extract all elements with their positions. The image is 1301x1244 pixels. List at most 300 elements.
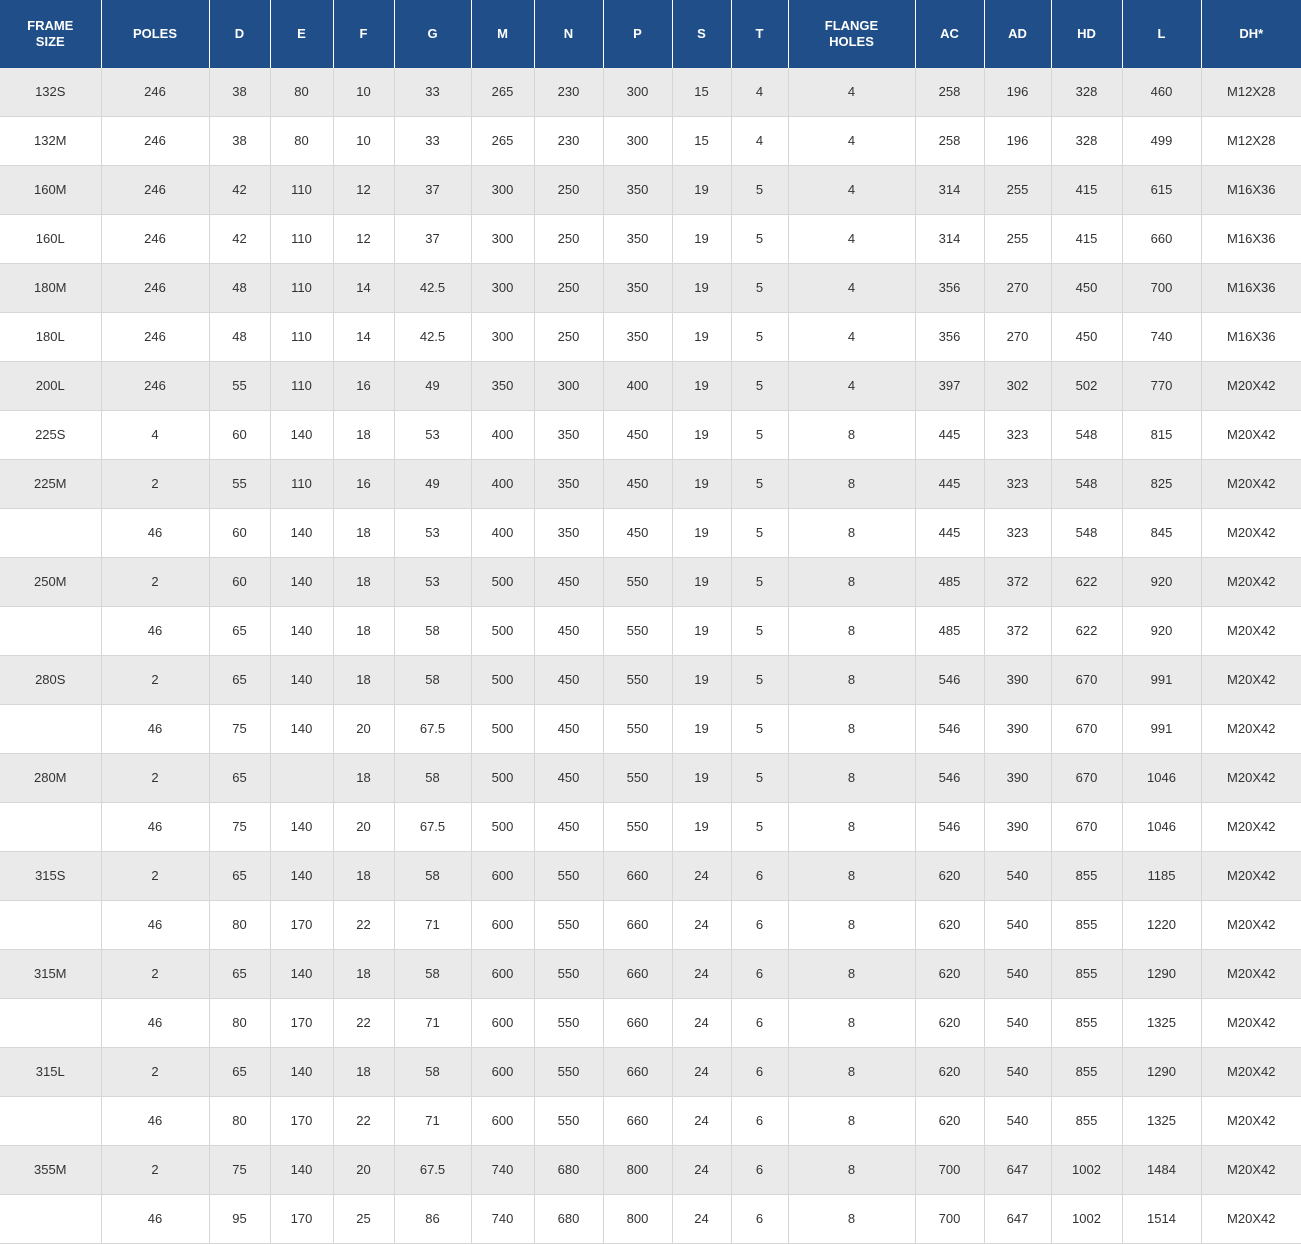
table-cell: 10	[333, 117, 394, 166]
cell-frame-size	[0, 509, 101, 558]
table-cell: 1002	[1051, 1146, 1122, 1195]
table-cell: 415	[1051, 215, 1122, 264]
column-header-poles: POLES	[101, 0, 209, 68]
table-cell: 5	[731, 313, 788, 362]
table-cell: 16	[333, 362, 394, 411]
table-cell: 2	[101, 754, 209, 803]
cell-frame-size: 225M	[0, 460, 101, 509]
table-cell: 80	[270, 117, 333, 166]
table-cell: 400	[603, 362, 672, 411]
table-cell: 6	[731, 999, 788, 1048]
cell-frame-size: 250M	[0, 558, 101, 607]
table-cell: 5	[731, 754, 788, 803]
table-cell: 4	[788, 117, 915, 166]
cell-frame-size: 200L	[0, 362, 101, 411]
table-cell: 350	[534, 509, 603, 558]
table-cell: 2	[101, 460, 209, 509]
table-cell: 770	[1122, 362, 1201, 411]
table-cell: 25	[333, 1195, 394, 1244]
table-cell: 18	[333, 411, 394, 460]
column-header-d: D	[209, 0, 270, 68]
table-cell: 540	[984, 1097, 1051, 1146]
table-cell: 19	[672, 607, 731, 656]
column-header-ac: AC	[915, 0, 984, 68]
table-cell: 1185	[1122, 852, 1201, 901]
table-cell: 680	[534, 1195, 603, 1244]
table-cell: 196	[984, 117, 1051, 166]
table-cell: 18	[333, 558, 394, 607]
table-cell: 815	[1122, 411, 1201, 460]
table-cell: 550	[534, 1048, 603, 1097]
cell-frame-size: 132S	[0, 68, 101, 117]
table-cell: 24	[672, 1097, 731, 1146]
table-cell: 5	[731, 607, 788, 656]
cell-frame-size: 315M	[0, 950, 101, 999]
table-cell: 246	[101, 215, 209, 264]
cell-frame-size: 280M	[0, 754, 101, 803]
column-header-n: N	[534, 0, 603, 68]
cell-frame-size: 180M	[0, 264, 101, 313]
table-cell: 8	[788, 460, 915, 509]
table-cell: 18	[333, 1048, 394, 1097]
table-row	[0, 117, 1301, 166]
table-cell: 540	[984, 901, 1051, 950]
table-cell: 400	[471, 411, 534, 460]
table-cell: M20X42	[1201, 509, 1301, 558]
cell-frame-size: 355M	[0, 1146, 101, 1195]
table-cell: 4	[788, 264, 915, 313]
table-cell: M16X36	[1201, 215, 1301, 264]
table-cell: 300	[471, 166, 534, 215]
table-cell: 19	[672, 803, 731, 852]
table-cell: 38	[209, 117, 270, 166]
column-header-hd: HD	[1051, 0, 1122, 68]
table-cell: M20X42	[1201, 1195, 1301, 1244]
table-cell: 1325	[1122, 999, 1201, 1048]
table-cell: 700	[1122, 264, 1201, 313]
table-cell: 550	[534, 1097, 603, 1146]
table-cell: 500	[471, 607, 534, 656]
table-cell: 110	[270, 264, 333, 313]
table-cell: 250	[534, 264, 603, 313]
table-cell: 991	[1122, 705, 1201, 754]
table-cell: 328	[1051, 68, 1122, 117]
table-cell: 49	[394, 460, 471, 509]
table-cell: 65	[209, 1048, 270, 1097]
table-cell: 18	[333, 950, 394, 999]
table-cell: M20X42	[1201, 901, 1301, 950]
table-cell: 48	[209, 264, 270, 313]
table-cell: 8	[788, 509, 915, 558]
table-cell: 246	[101, 264, 209, 313]
table-row	[0, 460, 1301, 509]
table-cell: 550	[534, 852, 603, 901]
table-cell: 314	[915, 215, 984, 264]
table-row	[0, 999, 1301, 1048]
table-cell: 46	[101, 803, 209, 852]
table-cell: 5	[731, 558, 788, 607]
table-cell: 1325	[1122, 1097, 1201, 1146]
table-row	[0, 1195, 1301, 1244]
table-cell: 5	[731, 656, 788, 705]
table-cell: 19	[672, 411, 731, 460]
table-cell: 800	[603, 1146, 672, 1195]
table-cell: 4	[788, 362, 915, 411]
table-row	[0, 656, 1301, 705]
table-cell: 258	[915, 68, 984, 117]
table-cell: 500	[471, 558, 534, 607]
table-cell: M20X42	[1201, 1146, 1301, 1195]
table-cell: 42	[209, 166, 270, 215]
table-cell: 620	[915, 950, 984, 999]
table-cell: 8	[788, 852, 915, 901]
table-cell: 600	[471, 852, 534, 901]
table-cell: 450	[603, 411, 672, 460]
table-cell: 300	[603, 68, 672, 117]
cell-frame-size: 132M	[0, 117, 101, 166]
table-cell: 246	[101, 166, 209, 215]
table-cell: M20X42	[1201, 362, 1301, 411]
table-cell: 600	[471, 1097, 534, 1146]
table-row	[0, 264, 1301, 313]
table-cell: 71	[394, 1097, 471, 1146]
table-cell: 450	[534, 803, 603, 852]
table-cell: 415	[1051, 166, 1122, 215]
table-cell: 19	[672, 754, 731, 803]
table-cell: 49	[394, 362, 471, 411]
column-header-f: F	[333, 0, 394, 68]
table-cell: 15	[672, 117, 731, 166]
table-cell: 647	[984, 1195, 1051, 1244]
table-cell: 500	[471, 705, 534, 754]
table-cell: 2	[101, 1048, 209, 1097]
table-row	[0, 411, 1301, 460]
table-cell: 845	[1122, 509, 1201, 558]
column-header-m: M	[471, 0, 534, 68]
table-cell: 700	[915, 1195, 984, 1244]
table-cell: 372	[984, 558, 1051, 607]
table-cell: M20X42	[1201, 803, 1301, 852]
table-cell: 4	[731, 117, 788, 166]
table-cell: 255	[984, 166, 1051, 215]
table-cell: 660	[1122, 215, 1201, 264]
table-cell: 548	[1051, 509, 1122, 558]
column-header-line: FRAME	[27, 17, 74, 33]
table-cell: 450	[534, 705, 603, 754]
table-cell: 20	[333, 803, 394, 852]
table-cell: 1046	[1122, 754, 1201, 803]
table-cell: 95	[209, 1195, 270, 1244]
table-cell: 548	[1051, 460, 1122, 509]
table-cell: 24	[672, 950, 731, 999]
table-cell: 620	[915, 852, 984, 901]
table-cell: 6	[731, 950, 788, 999]
table-cell: M20X42	[1201, 754, 1301, 803]
table-cell: 60	[209, 509, 270, 558]
table-cell: 19	[672, 215, 731, 264]
table-cell: 1220	[1122, 901, 1201, 950]
cell-frame-size	[0, 705, 101, 754]
table-cell: 485	[915, 607, 984, 656]
table-cell: 350	[471, 362, 534, 411]
table-cell: 80	[209, 901, 270, 950]
table-cell: 46	[101, 509, 209, 558]
table-cell: 5	[731, 705, 788, 754]
table-cell: 397	[915, 362, 984, 411]
table-cell: 19	[672, 264, 731, 313]
column-header-g: G	[394, 0, 471, 68]
table-cell: M20X42	[1201, 705, 1301, 754]
table-cell: 660	[603, 852, 672, 901]
table-cell: 140	[270, 1048, 333, 1097]
table-cell: 2	[101, 656, 209, 705]
cell-frame-size	[0, 803, 101, 852]
table-cell: M20X42	[1201, 999, 1301, 1048]
table-cell: 546	[915, 803, 984, 852]
table-cell: 270	[984, 313, 1051, 362]
table-cell: 2	[101, 558, 209, 607]
cell-frame-size: 315L	[0, 1048, 101, 1097]
table-cell: 86	[394, 1195, 471, 1244]
column-header-s: S	[672, 0, 731, 68]
table-cell: 48	[209, 313, 270, 362]
table-cell: 4	[788, 313, 915, 362]
table-cell: 300	[471, 313, 534, 362]
table-cell: 8	[788, 1097, 915, 1146]
table-cell: 270	[984, 264, 1051, 313]
table-cell: 18	[333, 852, 394, 901]
cell-frame-size: 225S	[0, 411, 101, 460]
table-cell: 18	[333, 607, 394, 656]
table-cell: 5	[731, 460, 788, 509]
table-cell: 55	[209, 460, 270, 509]
table-cell: M12X28	[1201, 68, 1301, 117]
table-cell: 65	[209, 656, 270, 705]
table-cell: 300	[471, 264, 534, 313]
table-cell: 18	[333, 656, 394, 705]
table-cell: M20X42	[1201, 558, 1301, 607]
table-cell: 140	[270, 852, 333, 901]
table-cell: 196	[984, 68, 1051, 117]
table-row	[0, 852, 1301, 901]
table-row	[0, 313, 1301, 362]
table-cell: 460	[1122, 68, 1201, 117]
table-cell: 58	[394, 1048, 471, 1097]
table-cell: 620	[915, 1097, 984, 1146]
table-cell: 4	[731, 68, 788, 117]
table-cell: 80	[209, 999, 270, 1048]
table-cell: 1514	[1122, 1195, 1201, 1244]
table-cell: 390	[984, 803, 1051, 852]
table-cell: 265	[471, 117, 534, 166]
table-cell: 110	[270, 313, 333, 362]
table-row	[0, 362, 1301, 411]
table-cell: 110	[270, 166, 333, 215]
table-cell: 46	[101, 705, 209, 754]
table-cell: 22	[333, 999, 394, 1048]
table-cell: 450	[603, 509, 672, 558]
table-cell: 500	[471, 754, 534, 803]
table-cell: M20X42	[1201, 460, 1301, 509]
table-cell: 110	[270, 460, 333, 509]
table-cell: 19	[672, 362, 731, 411]
table-cell: 323	[984, 509, 1051, 558]
table-cell: 8	[788, 705, 915, 754]
table-cell: 700	[915, 1146, 984, 1195]
table-cell: 350	[603, 264, 672, 313]
table-cell: 8	[788, 754, 915, 803]
table-cell: 500	[471, 803, 534, 852]
table-cell: 540	[984, 852, 1051, 901]
table-cell: 24	[672, 999, 731, 1048]
table-cell: 855	[1051, 999, 1122, 1048]
table-cell: 300	[603, 117, 672, 166]
table-cell: 660	[603, 1048, 672, 1097]
table-cell: 5	[731, 803, 788, 852]
table-cell: 140	[270, 607, 333, 656]
column-header-l: L	[1122, 0, 1201, 68]
table-cell: 8	[788, 411, 915, 460]
table-cell: 258	[915, 117, 984, 166]
table-cell: 660	[603, 950, 672, 999]
table-cell: 110	[270, 362, 333, 411]
table-cell: 8	[788, 1048, 915, 1097]
table-cell: 67.5	[394, 1146, 471, 1195]
table-cell: 8	[788, 1146, 915, 1195]
table-cell: 647	[984, 1146, 1051, 1195]
cell-frame-size: 160M	[0, 166, 101, 215]
table-cell: 740	[471, 1146, 534, 1195]
column-header-line: HOLES	[829, 34, 874, 49]
table-cell: 5	[731, 215, 788, 264]
table-cell: 75	[209, 803, 270, 852]
table-cell: 300	[471, 215, 534, 264]
table-cell: 265	[471, 68, 534, 117]
table-cell: M20X42	[1201, 656, 1301, 705]
table-cell: 855	[1051, 1097, 1122, 1146]
table-cell: 19	[672, 166, 731, 215]
table-cell: 615	[1122, 166, 1201, 215]
cell-frame-size	[0, 607, 101, 656]
table-cell: 450	[603, 460, 672, 509]
table-cell: 670	[1051, 656, 1122, 705]
table-cell: 6	[731, 852, 788, 901]
table-cell: 6	[731, 1195, 788, 1244]
table-cell: 75	[209, 1146, 270, 1195]
table-cell: 350	[603, 313, 672, 362]
table-cell: 170	[270, 1097, 333, 1146]
table-cell: 53	[394, 509, 471, 558]
table-cell: 6	[731, 901, 788, 950]
table-cell: 230	[534, 68, 603, 117]
cell-frame-size: 180L	[0, 313, 101, 362]
table-cell: 37	[394, 215, 471, 264]
table-cell: 1046	[1122, 803, 1201, 852]
cell-frame-size	[0, 901, 101, 950]
table-cell: 1002	[1051, 1195, 1122, 1244]
table-cell: 58	[394, 656, 471, 705]
table-cell: 1290	[1122, 1048, 1201, 1097]
table-cell: 170	[270, 1195, 333, 1244]
table-cell: 8	[788, 607, 915, 656]
table-cell: 450	[534, 558, 603, 607]
table-cell: 65	[209, 754, 270, 803]
table-cell: 246	[101, 313, 209, 362]
table-cell: 19	[672, 558, 731, 607]
table-cell: 5	[731, 264, 788, 313]
table-cell: 58	[394, 950, 471, 999]
table-cell: 620	[915, 1048, 984, 1097]
table-cell: 250	[534, 313, 603, 362]
table-cell: 314	[915, 166, 984, 215]
table-cell: 550	[603, 656, 672, 705]
table-cell: 255	[984, 215, 1051, 264]
table-cell: 60	[209, 411, 270, 460]
table-cell: 1290	[1122, 950, 1201, 999]
table-cell: 80	[209, 1097, 270, 1146]
table-cell: 71	[394, 999, 471, 1048]
table-cell: 2	[101, 852, 209, 901]
table-header	[0, 0, 1301, 68]
table-cell: 250	[534, 215, 603, 264]
table-cell: 19	[672, 656, 731, 705]
table-cell: 18	[333, 509, 394, 558]
table-cell: 323	[984, 460, 1051, 509]
table-cell: 55	[209, 362, 270, 411]
table-body	[0, 68, 1301, 1244]
table-row	[0, 1097, 1301, 1146]
table-cell: 170	[270, 999, 333, 1048]
table-row	[0, 705, 1301, 754]
table-cell: 80	[270, 68, 333, 117]
table-cell: 400	[471, 460, 534, 509]
table-cell: 502	[1051, 362, 1122, 411]
table-cell: 356	[915, 264, 984, 313]
table-cell: 42	[209, 215, 270, 264]
table-cell: 140	[270, 950, 333, 999]
column-header-line: SIZE	[35, 34, 65, 49]
table-cell: 15	[672, 68, 731, 117]
table-cell: 16	[333, 460, 394, 509]
table-cell: 400	[471, 509, 534, 558]
table-cell: 10	[333, 68, 394, 117]
column-header-line: FLANGE	[824, 17, 879, 33]
table-row	[0, 607, 1301, 656]
table-row	[0, 803, 1301, 852]
table-cell: M20X42	[1201, 950, 1301, 999]
table-cell: 18	[333, 754, 394, 803]
table-cell: 445	[915, 460, 984, 509]
table-cell: 140	[270, 509, 333, 558]
table-cell: 920	[1122, 607, 1201, 656]
table-cell: 500	[471, 656, 534, 705]
table-cell: 8	[788, 950, 915, 999]
table-row	[0, 1146, 1301, 1195]
table-cell: 19	[672, 705, 731, 754]
table-cell: 855	[1051, 1048, 1122, 1097]
table-cell: 19	[672, 313, 731, 362]
table-cell: 540	[984, 950, 1051, 999]
table-cell: 246	[101, 117, 209, 166]
table-cell: 540	[984, 1048, 1051, 1097]
table-cell: 65	[209, 607, 270, 656]
table-cell: 71	[394, 901, 471, 950]
table-cell: 140	[270, 1146, 333, 1195]
table-cell: 6	[731, 1146, 788, 1195]
table-cell: 450	[1051, 313, 1122, 362]
table-cell: 445	[915, 411, 984, 460]
table-cell: 19	[672, 509, 731, 558]
